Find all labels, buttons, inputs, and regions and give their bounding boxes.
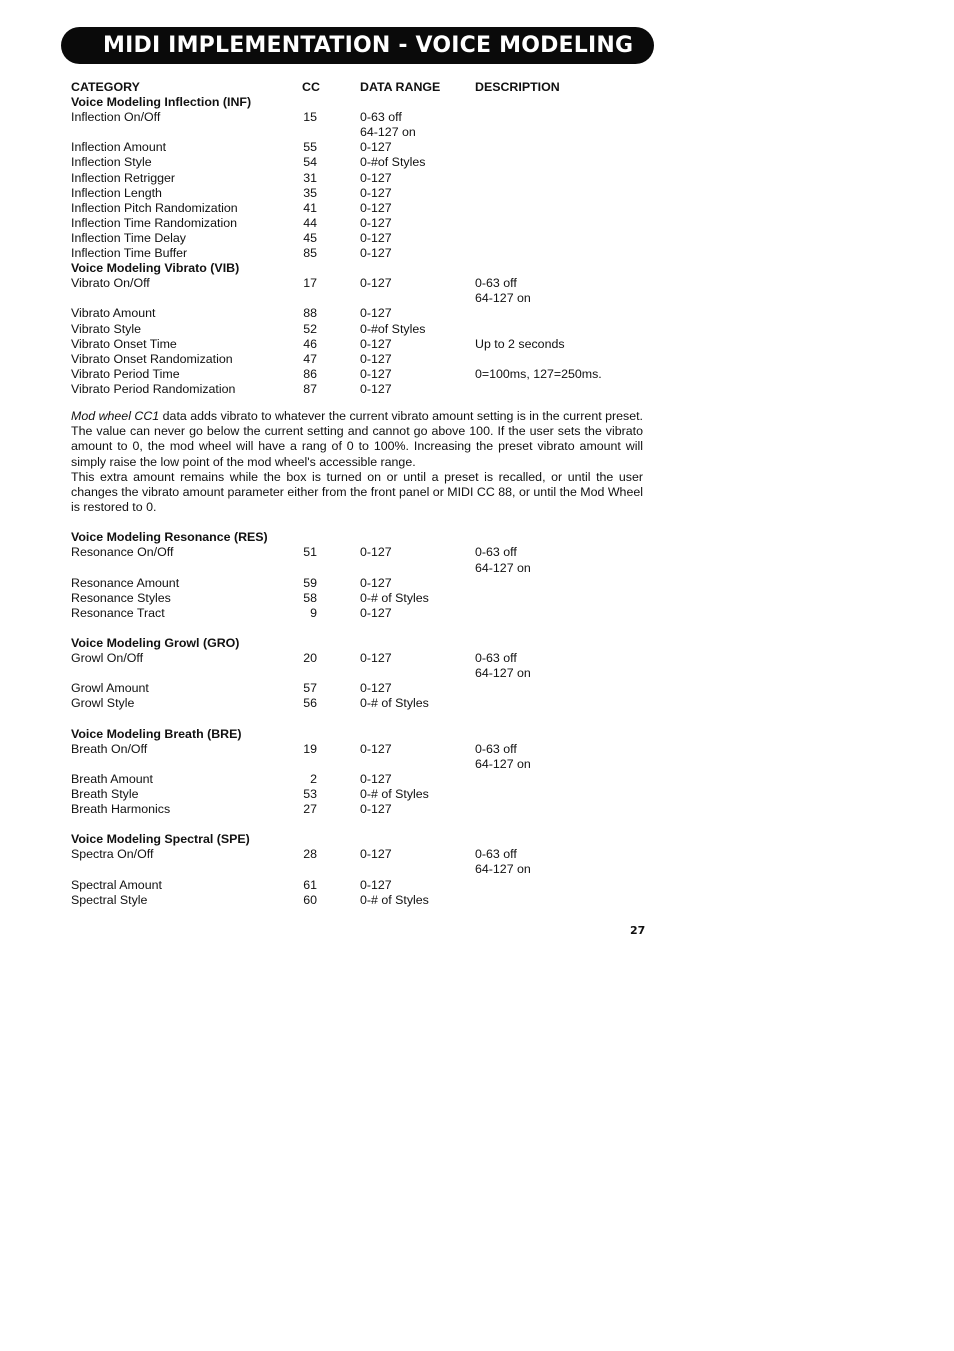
row-data-range: 0-127: [360, 575, 392, 590]
row-category: Spectral Amount: [71, 877, 162, 892]
row-category: Inflection Retrigger: [71, 170, 175, 185]
row-cc: 46: [303, 336, 317, 351]
row-category: Breath Style: [71, 786, 139, 801]
row-cc: 28: [303, 847, 317, 862]
row-description: 64-127 on: [475, 862, 531, 877]
row-description: 64-127 on: [475, 756, 531, 771]
section-spacer: [71, 712, 651, 727]
row-data-range: 0-# of Styles: [360, 786, 429, 801]
row-data-range: 0-127: [360, 336, 392, 351]
table-row: [71, 561, 651, 576]
row-category: Growl Amount: [71, 681, 149, 696]
row-description: 64-127 on: [475, 291, 531, 306]
row-cc: 20: [303, 651, 317, 666]
table-row: [71, 110, 651, 125]
row-cc: 15: [303, 110, 317, 125]
row-cc: 88: [303, 306, 317, 321]
row-data-range: 0-127: [360, 681, 392, 696]
row-category: Spectra On/Off: [71, 847, 154, 862]
table-row: [71, 352, 651, 367]
row-description: Up to 2 seconds: [475, 336, 565, 351]
table-row: [71, 696, 651, 711]
row-description: 0-63 off: [475, 545, 517, 560]
row-cc: 56: [303, 696, 317, 711]
table-row: [71, 155, 651, 170]
row-description: 0-63 off: [475, 651, 517, 666]
row-data-range: 64-127 on: [360, 125, 416, 140]
note-paragraph-1: [71, 409, 643, 470]
row-data-range: 0-127: [360, 877, 392, 892]
section-heading: [71, 832, 651, 847]
row-category: Spectral Style: [71, 892, 148, 907]
row-description: 0-63 off: [475, 276, 517, 291]
row-cc: 47: [303, 351, 317, 366]
mod-wheel-note: [71, 409, 643, 515]
row-category: Vibrato Onset Randomization: [71, 351, 233, 366]
table-row: [71, 291, 651, 306]
row-category: Inflection Time Buffer: [71, 246, 188, 261]
row-cc: 41: [303, 200, 317, 215]
row-cc: 53: [303, 786, 317, 801]
row-cc: 45: [303, 230, 317, 245]
section-rows: [71, 651, 651, 711]
section-breath: [71, 727, 651, 818]
row-cc: 17: [303, 276, 317, 291]
row-data-range: 0-127: [360, 185, 392, 200]
row-data-range: 0-# of Styles: [360, 590, 429, 605]
row-data-range: 0-127: [360, 170, 392, 185]
row-cc: 59: [303, 575, 317, 590]
table-row: [71, 847, 651, 862]
table-row: [71, 367, 651, 382]
row-category: Breath Amount: [71, 771, 153, 786]
section-heading-label: Voice Modeling Resonance (RES): [71, 530, 268, 545]
row-category: Resonance Styles: [71, 590, 171, 605]
section-spectral: [71, 832, 651, 907]
table-row: [71, 337, 651, 352]
section-rows: [71, 276, 651, 397]
table-row: [71, 772, 651, 787]
table-row: [71, 246, 651, 261]
row-data-range: 0-#of Styles: [360, 155, 426, 170]
row-data-range: 0-127: [360, 651, 392, 666]
row-category: Inflection Length: [71, 185, 162, 200]
row-cc: 61: [303, 877, 317, 892]
table-row: [71, 140, 651, 155]
row-cc: 31: [303, 170, 317, 185]
table-row: [71, 186, 651, 201]
note-lead: Mod wheel CC1: [71, 408, 160, 423]
section-heading: [71, 727, 651, 742]
row-cc: 55: [303, 140, 317, 155]
row-data-range: 0-127: [360, 215, 392, 230]
table-row: [71, 591, 651, 606]
row-description: 0-63 off: [475, 847, 517, 862]
table-row: [71, 787, 651, 802]
row-cc: 85: [303, 246, 317, 261]
row-category: Breath Harmonics: [71, 802, 171, 817]
table-row: [71, 757, 651, 772]
row-cc: 57: [303, 681, 317, 696]
row-cc: 2: [310, 771, 317, 786]
table-row: [71, 606, 651, 621]
row-cc: 44: [303, 215, 317, 230]
row-description: 0=100ms, 127=250ms.: [475, 366, 602, 381]
page-title: MIDI IMPLEMENTATION - VOICE MODELING: [103, 33, 634, 58]
row-cc: 52: [303, 321, 317, 336]
section-heading: [71, 261, 651, 276]
section-heading-label: Voice Modeling Spectral (SPE): [71, 832, 250, 847]
row-category: Growl On/Off: [71, 651, 144, 666]
midi-table: [71, 80, 651, 908]
row-cc: 60: [303, 892, 317, 907]
row-category: Vibrato Onset Time: [71, 336, 177, 351]
row-data-range: 0-127: [360, 366, 392, 381]
row-data-range: 0-127: [360, 306, 392, 321]
row-category: Inflection Amount: [71, 140, 167, 155]
table-row: [71, 742, 651, 757]
section-rows: [71, 847, 651, 907]
row-data-range: 0-127: [360, 605, 392, 620]
table-row: [71, 681, 651, 696]
row-data-range: 0-127: [360, 545, 392, 560]
header-data-range: DATA RANGE: [360, 80, 441, 94]
row-data-range: 0-127: [360, 276, 392, 291]
row-data-range: 0-127: [360, 230, 392, 245]
row-data-range: 0-127: [360, 351, 392, 366]
row-cc: 51: [303, 545, 317, 560]
row-cc: 58: [303, 590, 317, 605]
table-row: [71, 576, 651, 591]
table-row: [71, 878, 651, 893]
table-row: [71, 802, 651, 817]
row-data-range: 0-127: [360, 771, 392, 786]
row-category: Vibrato On/Off: [71, 276, 150, 291]
section-heading-label: Voice Modeling Breath (BRE): [71, 726, 242, 741]
section-heading: [71, 636, 651, 651]
row-data-range: 0-127: [360, 200, 392, 215]
row-category: Inflection Time Delay: [71, 230, 187, 245]
table-row: [71, 231, 651, 246]
section-spacer: [71, 621, 651, 636]
row-cc: 35: [303, 185, 317, 200]
table-row: [71, 651, 651, 666]
table-row: [71, 276, 651, 291]
row-description: 0-63 off: [475, 741, 517, 756]
section-heading-label: Voice Modeling Vibrato (VIB): [71, 261, 240, 276]
section-heading: [71, 95, 651, 110]
row-category: Vibrato Period Time: [71, 366, 180, 381]
row-data-range: 0-63 off: [360, 110, 402, 125]
section-growl: [71, 636, 651, 711]
row-data-range: 0-# of Styles: [360, 696, 429, 711]
section-inflection: [71, 95, 651, 261]
table-row: [71, 322, 651, 337]
table-header-row: [71, 80, 651, 95]
section-heading: [71, 530, 651, 545]
section-resonance: [71, 530, 651, 621]
row-description: 64-127 on: [475, 666, 531, 681]
table-row: [71, 171, 651, 186]
section-spacer: [71, 817, 651, 832]
header-description: DESCRIPTION: [475, 80, 560, 94]
row-data-range: 0-# of Styles: [360, 892, 429, 907]
header-category: CATEGORY: [71, 80, 140, 94]
row-category: Vibrato Style: [71, 321, 142, 336]
row-category: Resonance Tract: [71, 605, 165, 620]
row-data-range: 0-127: [360, 802, 392, 817]
row-cc: 19: [303, 741, 317, 756]
row-category: Vibrato Period Randomization: [71, 381, 236, 396]
table-row: [71, 201, 651, 216]
row-description: 64-127 on: [475, 560, 531, 575]
section-rows: [71, 545, 651, 620]
row-category: Growl Style: [71, 696, 135, 711]
row-category: Resonance Amount: [71, 575, 180, 590]
note-paragraph-2: This extra amount remains while the box is turned on or until a preset is recalled, or until the user changes the vibrato amount parameter either from the front panel or MIDI CC 88, or until the Mod Wheel is restored to 0.: [71, 469, 643, 515]
row-category: Resonance On/Off: [71, 545, 174, 560]
row-cc: 86: [303, 366, 317, 381]
row-data-range: 0-127: [360, 847, 392, 862]
table-row: [71, 545, 651, 560]
page-number: 27: [630, 924, 646, 937]
row-cc: 54: [303, 155, 317, 170]
row-category: Inflection Time Randomization: [71, 215, 237, 230]
table-row: [71, 893, 651, 908]
row-category: Inflection Pitch Randomization: [71, 200, 238, 215]
row-category: Inflection Style: [71, 155, 152, 170]
table-row: [71, 306, 651, 321]
note-text-1: data adds vibrato to whatever the current vibrato amount setting is in the current preset. The value can never go below the current setting and cannot go above 100. If the user sets the vibrato amount to 0, the mod wheel will have a rang of 0 to 100%. Increasing the preset vibrato amount will simply raise the low point of the mod wheel's accessible range.: [71, 408, 644, 469]
table-row: [71, 216, 651, 231]
row-cc: 87: [303, 381, 317, 396]
table-row: [71, 862, 651, 877]
table-row: [71, 666, 651, 681]
section-vibrato: [71, 261, 651, 397]
row-data-range: 0-127: [360, 381, 392, 396]
row-data-range: 0-127: [360, 140, 392, 155]
section-heading-label: Voice Modeling Inflection (INF): [71, 95, 252, 110]
row-cc: 27: [303, 802, 317, 817]
header-cc: CC: [302, 80, 320, 94]
row-category: Inflection On/Off: [71, 110, 161, 125]
row-data-range: 0-127: [360, 246, 392, 261]
table-row: [71, 382, 651, 397]
row-data-range: 0-#of Styles: [360, 321, 426, 336]
row-data-range: 0-127: [360, 741, 392, 756]
section-heading-label: Voice Modeling Growl (GRO): [71, 636, 240, 651]
section-rows: [71, 110, 651, 261]
title-banner: [61, 27, 654, 64]
section-rows: [71, 742, 651, 817]
row-cc: 9: [310, 605, 317, 620]
row-category: Vibrato Amount: [71, 306, 156, 321]
table-row: [71, 125, 651, 140]
row-category: Breath On/Off: [71, 741, 148, 756]
